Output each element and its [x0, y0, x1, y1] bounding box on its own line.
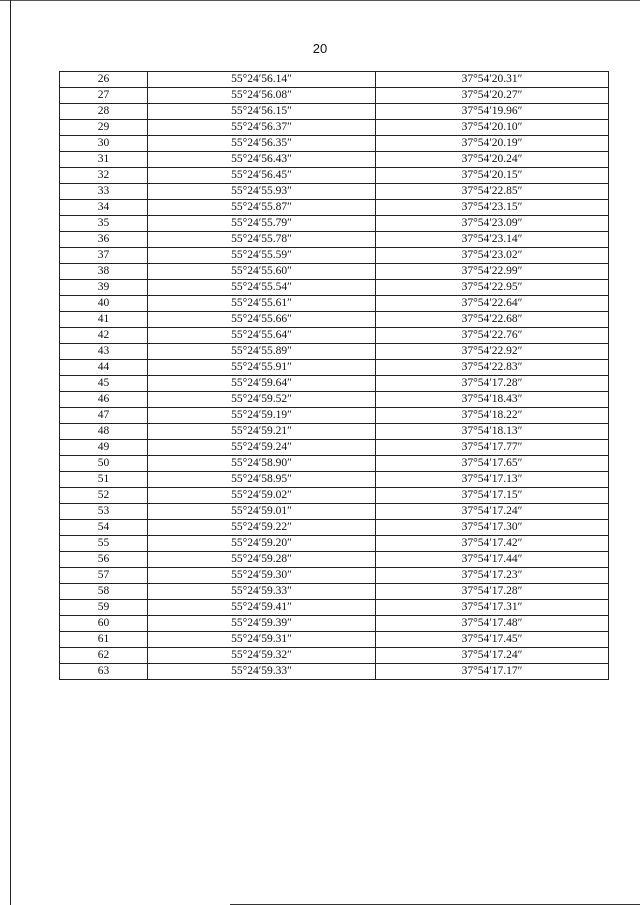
- table-row: [60, 280, 609, 296]
- longitude-cell: 37°54′22.95″: [376, 280, 609, 296]
- table-row: [60, 120, 609, 136]
- point-number-cell: 44: [60, 360, 148, 376]
- longitude-cell: 37°54′23.02″: [376, 248, 609, 264]
- latitude-cell: 55°24′55.78″: [148, 232, 376, 248]
- table-row: [60, 616, 609, 632]
- longitude-cell: 37°54′17.65″: [376, 456, 609, 472]
- latitude-cell: 55°24′59.02″: [148, 488, 376, 504]
- point-number-cell: 30: [60, 136, 148, 152]
- latitude-cell: 55°24′59.32″: [148, 648, 376, 664]
- point-number-cell: 53: [60, 504, 148, 520]
- latitude-cell: 55°24′56.35″: [148, 136, 376, 152]
- table-row: [60, 312, 609, 328]
- table-row: [60, 488, 609, 504]
- table-row: [60, 328, 609, 344]
- longitude-cell: 37°54′22.68″: [376, 312, 609, 328]
- longitude-cell: 37°54′22.83″: [376, 360, 609, 376]
- scan-edge-left: [10, 0, 11, 905]
- page-number: 20: [312, 41, 328, 56]
- table-row: [60, 424, 609, 440]
- longitude-cell: 37°54′20.19″: [376, 136, 609, 152]
- longitude-cell: 37°54′22.64″: [376, 296, 609, 312]
- latitude-cell: 55°24′55.79″: [148, 216, 376, 232]
- table-row: [60, 248, 609, 264]
- table-row: [60, 344, 609, 360]
- latitude-cell: 55°24′56.15″: [148, 104, 376, 120]
- longitude-cell: 37°54′20.31″: [376, 72, 609, 88]
- longitude-cell: 37°54′22.92″: [376, 344, 609, 360]
- longitude-cell: 37°54′17.15″: [376, 488, 609, 504]
- latitude-cell: 55°24′55.61″: [148, 296, 376, 312]
- longitude-cell: 37°54′17.77″: [376, 440, 609, 456]
- latitude-cell: 55°24′56.14″: [148, 72, 376, 88]
- latitude-cell: 55°24′55.59″: [148, 248, 376, 264]
- latitude-cell: 55°24′59.41″: [148, 600, 376, 616]
- point-number-cell: 52: [60, 488, 148, 504]
- longitude-cell: 37°54′17.23″: [376, 568, 609, 584]
- point-number-cell: 34: [60, 200, 148, 216]
- longitude-cell: 37°54′20.27″: [376, 88, 609, 104]
- point-number-cell: 63: [60, 664, 148, 680]
- longitude-cell: 37°54′17.17″: [376, 664, 609, 680]
- point-number-cell: 60: [60, 616, 148, 632]
- point-number-cell: 29: [60, 120, 148, 136]
- table-row: [60, 648, 609, 664]
- table-row: [60, 104, 609, 120]
- longitude-cell: 37°54′18.13″: [376, 424, 609, 440]
- longitude-cell: 37°54′17.13″: [376, 472, 609, 488]
- longitude-cell: 37°54′23.09″: [376, 216, 609, 232]
- longitude-cell: 37°54′17.30″: [376, 520, 609, 536]
- point-number-cell: 54: [60, 520, 148, 536]
- point-number-cell: 62: [60, 648, 148, 664]
- table-row: [60, 600, 609, 616]
- scan-edge-top: [0, 0, 640, 1]
- latitude-cell: 55°24′59.20″: [148, 536, 376, 552]
- point-number-cell: 35: [60, 216, 148, 232]
- latitude-cell: 55°24′55.54″: [148, 280, 376, 296]
- latitude-cell: 55°24′59.22″: [148, 520, 376, 536]
- latitude-cell: 55°24′56.45″: [148, 168, 376, 184]
- longitude-cell: 37°54′17.24″: [376, 648, 609, 664]
- latitude-cell: 55°24′59.28″: [148, 552, 376, 568]
- latitude-cell: 55°24′55.89″: [148, 344, 376, 360]
- point-number-cell: 46: [60, 392, 148, 408]
- point-number-cell: 26: [60, 72, 148, 88]
- table-row: [60, 136, 609, 152]
- table-row: [60, 264, 609, 280]
- point-number-cell: 37: [60, 248, 148, 264]
- latitude-cell: 55°24′59.52″: [148, 392, 376, 408]
- table-row: [60, 584, 609, 600]
- latitude-cell: 55°24′59.30″: [148, 568, 376, 584]
- table-row: [60, 72, 609, 88]
- point-number-cell: 48: [60, 424, 148, 440]
- latitude-cell: 55°24′55.64″: [148, 328, 376, 344]
- table-row: [60, 456, 609, 472]
- latitude-cell: 55°24′55.93″: [148, 184, 376, 200]
- latitude-cell: 55°24′55.87″: [148, 200, 376, 216]
- point-number-cell: 59: [60, 600, 148, 616]
- point-number-cell: 45: [60, 376, 148, 392]
- point-number-cell: 32: [60, 168, 148, 184]
- point-number-cell: 38: [60, 264, 148, 280]
- point-number-cell: 42: [60, 328, 148, 344]
- table-row: [60, 152, 609, 168]
- point-number-cell: 40: [60, 296, 148, 312]
- point-number-cell: 31: [60, 152, 148, 168]
- point-number-cell: 43: [60, 344, 148, 360]
- longitude-cell: 37°54′17.45″: [376, 632, 609, 648]
- longitude-cell: 37°54′22.85″: [376, 184, 609, 200]
- latitude-cell: 55°24′59.33″: [148, 664, 376, 680]
- latitude-cell: 55°24′59.24″: [148, 440, 376, 456]
- table-row: [60, 216, 609, 232]
- table-row: [60, 360, 609, 376]
- table-row: [60, 232, 609, 248]
- table-row: [60, 168, 609, 184]
- table-row: [60, 200, 609, 216]
- longitude-cell: 37°54′17.28″: [376, 376, 609, 392]
- longitude-cell: 37°54′20.15″: [376, 168, 609, 184]
- table-row: [60, 504, 609, 520]
- latitude-cell: 55°24′55.66″: [148, 312, 376, 328]
- point-number-cell: 33: [60, 184, 148, 200]
- point-number-cell: 41: [60, 312, 148, 328]
- table-row: [60, 408, 609, 424]
- latitude-cell: 55°24′56.43″: [148, 152, 376, 168]
- point-number-cell: 28: [60, 104, 148, 120]
- latitude-cell: 55°24′59.39″: [148, 616, 376, 632]
- latitude-cell: 55°24′59.31″: [148, 632, 376, 648]
- point-number-cell: 57: [60, 568, 148, 584]
- point-number-cell: 36: [60, 232, 148, 248]
- longitude-cell: 37°54′17.42″: [376, 536, 609, 552]
- point-number-cell: 27: [60, 88, 148, 104]
- latitude-cell: 55°24′56.37″: [148, 120, 376, 136]
- longitude-cell: 37°54′18.43″: [376, 392, 609, 408]
- longitude-cell: 37°54′17.28″: [376, 584, 609, 600]
- longitude-cell: 37°54′19.96″: [376, 104, 609, 120]
- table-row: [60, 88, 609, 104]
- latitude-cell: 55°24′59.21″: [148, 424, 376, 440]
- latitude-cell: 55°24′58.95″: [148, 472, 376, 488]
- point-number-cell: 49: [60, 440, 148, 456]
- longitude-cell: 37°54′23.15″: [376, 200, 609, 216]
- table-row: [60, 552, 609, 568]
- longitude-cell: 37°54′22.99″: [376, 264, 609, 280]
- longitude-cell: 37°54′18.22″: [376, 408, 609, 424]
- table-row: [60, 376, 609, 392]
- point-number-cell: 39: [60, 280, 148, 296]
- longitude-cell: 37°54′20.24″: [376, 152, 609, 168]
- table-row: [60, 632, 609, 648]
- latitude-cell: 55°24′55.91″: [148, 360, 376, 376]
- latitude-cell: 55°24′59.01″: [148, 504, 376, 520]
- longitude-cell: 37°54′17.31″: [376, 600, 609, 616]
- table-row: [60, 568, 609, 584]
- table-row: [60, 392, 609, 408]
- latitude-cell: 55°24′56.08″: [148, 88, 376, 104]
- longitude-cell: 37°54′17.44″: [376, 552, 609, 568]
- longitude-cell: 37°54′20.10″: [376, 120, 609, 136]
- table-row: [60, 664, 609, 680]
- coordinates-table: [59, 71, 609, 680]
- latitude-cell: 55°24′58.90″: [148, 456, 376, 472]
- longitude-cell: 37°54′17.24″: [376, 504, 609, 520]
- latitude-cell: 55°24′59.19″: [148, 408, 376, 424]
- longitude-cell: 37°54′22.76″: [376, 328, 609, 344]
- table-row: [60, 296, 609, 312]
- table-row: [60, 472, 609, 488]
- longitude-cell: 37°54′17.48″: [376, 616, 609, 632]
- coordinates-table-body: [60, 72, 609, 680]
- longitude-cell: 37°54′23.14″: [376, 232, 609, 248]
- point-number-cell: 56: [60, 552, 148, 568]
- table-row: [60, 520, 609, 536]
- table-row: [60, 440, 609, 456]
- latitude-cell: 55°24′55.60″: [148, 264, 376, 280]
- point-number-cell: 50: [60, 456, 148, 472]
- point-number-cell: 61: [60, 632, 148, 648]
- point-number-cell: 55: [60, 536, 148, 552]
- point-number-cell: 51: [60, 472, 148, 488]
- point-number-cell: 47: [60, 408, 148, 424]
- latitude-cell: 55°24′59.64″: [148, 376, 376, 392]
- latitude-cell: 55°24′59.33″: [148, 584, 376, 600]
- table-row: [60, 536, 609, 552]
- point-number-cell: 58: [60, 584, 148, 600]
- table-row: [60, 184, 609, 200]
